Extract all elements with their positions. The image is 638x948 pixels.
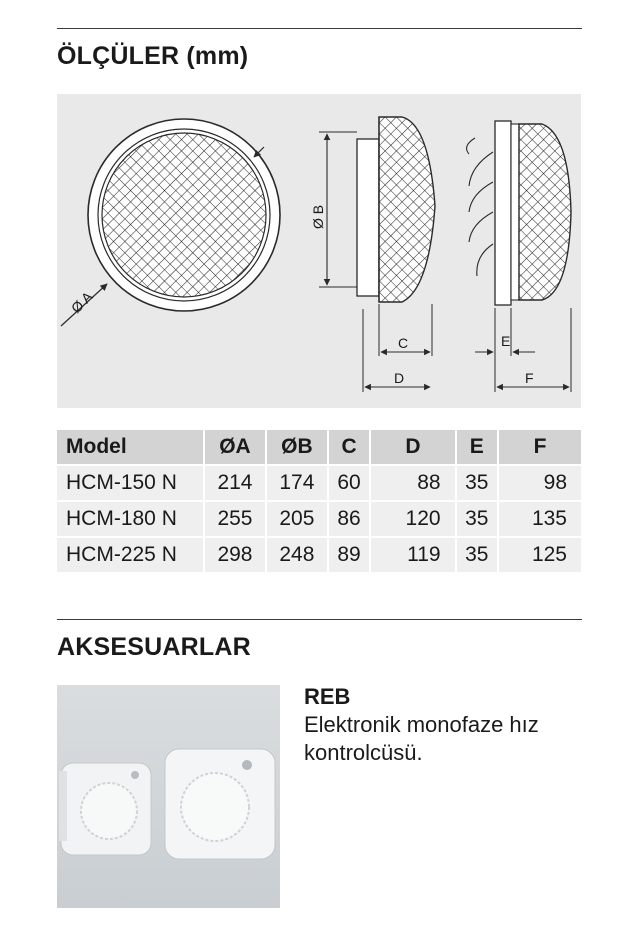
cell-c: 60 [329, 464, 371, 500]
cell-f: 135 [499, 500, 581, 536]
cell-e: 35 [457, 536, 499, 572]
col-dia-a: ØA [205, 430, 267, 464]
cell-d: 119 [371, 536, 456, 572]
cell-f: 125 [499, 536, 581, 572]
cell-e: 35 [457, 500, 499, 536]
side-view [319, 117, 435, 392]
col-c: C [329, 430, 371, 464]
e-label: E [501, 333, 511, 349]
cell-dia-a: 214 [205, 464, 267, 500]
cell-c: 86 [329, 500, 371, 536]
accessories-rule [57, 619, 582, 620]
f-label: F [525, 370, 534, 386]
dia-a-label: Ø A [67, 288, 96, 317]
cell-c: 89 [329, 536, 371, 572]
d-label: D [394, 370, 405, 386]
cell-model: HCM-180 N [57, 500, 205, 536]
accessories-heading: AKSESUARLAR [57, 633, 251, 661]
dimension-diagram [57, 94, 581, 408]
dimensions-table [57, 430, 581, 572]
table-header-row [57, 430, 581, 464]
cell-model: HCM-150 N [57, 464, 205, 500]
cell-dia-a: 255 [205, 500, 267, 536]
col-model: Model [57, 430, 205, 464]
cell-model: HCM-225 N [57, 536, 205, 572]
cell-dia-b: 205 [267, 500, 329, 536]
side-view-2 [467, 121, 571, 392]
col-f: F [499, 430, 581, 464]
reb-controller-photo [57, 685, 280, 908]
col-dia-b: ØB [267, 430, 329, 464]
table-row [57, 464, 581, 500]
cell-dia-a: 298 [205, 536, 267, 572]
table-row [57, 536, 581, 572]
cell-e: 35 [457, 464, 499, 500]
front-view [61, 119, 280, 326]
accessory-name: REB [304, 684, 351, 709]
cell-f: 98 [499, 464, 581, 500]
dia-b-label: Ø B [310, 204, 326, 229]
table-row [57, 500, 581, 536]
cell-dia-b: 248 [267, 536, 329, 572]
dimensions-heading: ÖLÇÜLER (mm) [57, 42, 249, 70]
accessory-description: Elektronik monofaze hız kontrolcüsü. [304, 712, 539, 765]
col-d: D [371, 430, 456, 464]
cell-dia-b: 174 [267, 464, 329, 500]
cell-d: 88 [371, 464, 456, 500]
top-rule [57, 28, 582, 29]
cell-d: 120 [371, 500, 456, 536]
col-e: E [457, 430, 499, 464]
c-label: C [398, 335, 409, 351]
